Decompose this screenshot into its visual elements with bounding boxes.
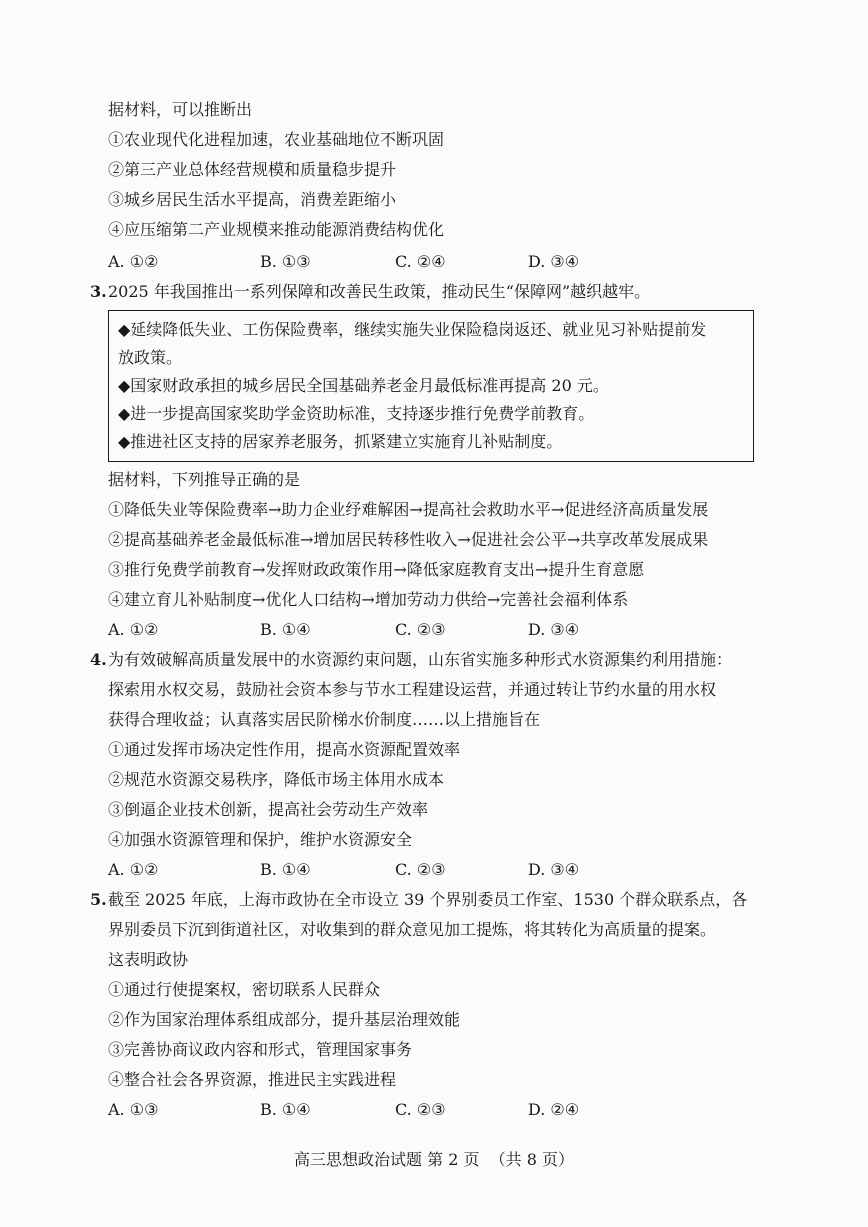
q4-stem-line-3: 获得合理收益；认真落实居民阶梯水价制度……以上措施旨在 [108,710,541,729]
q4-statement-4: ④加强水资源管理和保护，维护水资源安全 [108,830,413,849]
q5-stem-line-2: 界别委员下沉到街道社区，对收集到的群众意见加工提炼，将其转化为高质量的提案。 [108,920,717,939]
q5-number: 5. [90,890,107,909]
q2-option-c: C. ②④ [395,252,446,271]
q3-lead: 据材料，下列推导正确的是 [108,470,301,489]
q4-statement-2: ②规范水资源交易秩序，降低市场主体用水成本 [108,770,445,789]
q4-option-d: D. ③④ [528,860,580,879]
q3-box-line-2: 放政策。 [118,348,183,367]
q5-statement-3: ③完善协商议政内容和形式，管理国家事务 [108,1040,413,1059]
q3-box-line-1: ◆延续降低失业、工伤保险费率，继续实施失业保险稳岗返还、就业见习补贴提前发 [118,320,707,339]
q5-option-b: B. ①④ [260,1100,311,1119]
q5-stem-line-3: 这表明政协 [108,950,189,969]
q5-option-c: C. ②③ [395,1100,446,1119]
q3-box-line-5: ◆推进社区支持的居家养老服务，抓紧建立实施育儿补贴制度。 [118,432,563,451]
q2-option-a: A. ①② [108,252,159,271]
q4-number: 4. [90,650,107,669]
q4-stem-line-1: 为有效破解高质量发展中的水资源约束问题，山东省实施多种形式水资源集约利用措施： [108,650,733,669]
page-footer: 高三思想政治试题 第 2 页 （共 8 页） [294,1150,574,1169]
q2-lead: 据材料，可以推断出 [108,100,253,119]
q3-number: 3. [90,282,107,301]
q2-statement-4: ④应压缩第二产业规模来推动能源消费结构优化 [108,220,445,239]
q3-box-line-3: ◆国家财政承担的城乡居民全国基础养老金月最低标准再提高 20 元。 [118,376,609,395]
q2-statement-2: ②第三产业总体经营规模和质量稳步提升 [108,160,397,179]
q2-option-b: B. ①③ [260,252,311,271]
q4-statement-1: ①通过发挥市场决定性作用，提高水资源配置效率 [108,740,461,759]
q3-statement-1: ①降低失业等保险费率→助力企业纾难解困→提高社会救助水平→促进经济高质量发展 [108,500,709,519]
q2-statement-3: ③城乡居民生活水平提高，消费差距缩小 [108,190,397,209]
q3-statement-2: ②提高基础养老金最低标准→增加居民转移性收入→促进社会公平→共享改革发展成果 [108,530,709,549]
q3-statement-3: ③推行免费学前教育→发挥财政政策作用→降低家庭教育支出→提升生育意愿 [108,560,645,579]
q5-statement-4: ④整合社会各界资源，推进民主实践进程 [108,1070,397,1089]
q4-option-a: A. ①② [108,860,159,879]
q3-option-b: B. ①④ [260,620,311,639]
q4-statement-3: ③倒逼企业技术创新，提高社会劳动生产效率 [108,800,429,819]
q3-stem: 2025 年我国推出一系列保障和改善民生政策，推动民生“保障网”越织越牢。 [108,282,651,301]
q3-box-line-4: ◆进一步提高国家奖助学金资助标准，支持逐步推行免费学前教育。 [118,404,595,423]
q5-option-d: D. ②④ [528,1100,580,1119]
q5-statement-1: ①通过行使提案权，密切联系人民群众 [108,980,381,999]
q4-option-b: B. ①④ [260,860,311,879]
q5-statement-2: ②作为国家治理体系组成部分，提升基层治理效能 [108,1010,461,1029]
q4-option-c: C. ②③ [395,860,446,879]
q2-option-d: D. ③④ [528,252,580,271]
q3-option-a: A. ①② [108,620,159,639]
q5-stem-line-1: 截至 2025 年底，上海市政协在全市设立 39 个界别委员工作室、1530 个群众联系点，各 [108,890,748,909]
q2-statement-1: ①农业现代化进程加速，农业基础地位不断巩固 [108,130,445,149]
q5-option-a: A. ①③ [108,1100,159,1119]
q3-option-d: D. ③④ [528,620,580,639]
q3-option-c: C. ②③ [395,620,446,639]
q4-stem-line-2: 探索用水权交易，鼓励社会资本参与节水工程建设运营，并通过转让节约水量的用水权 [108,680,717,699]
q3-statement-4: ④建立育儿补贴制度→优化人口结构→增加劳动力供给→完善社会福利体系 [108,590,629,609]
